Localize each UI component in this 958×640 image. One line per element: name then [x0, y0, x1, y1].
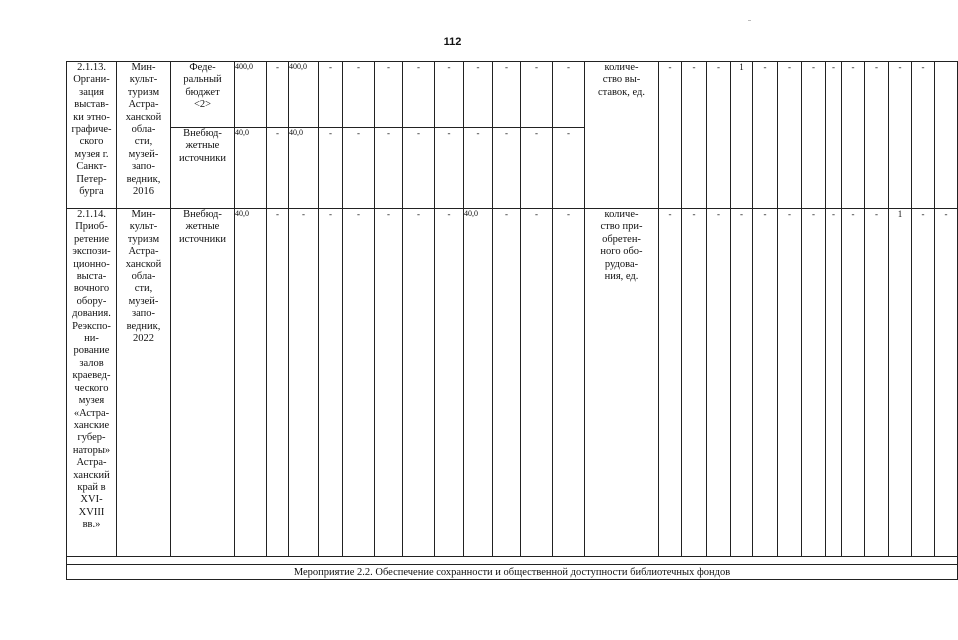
value-cell: -	[521, 209, 553, 557]
target-cell: -	[935, 209, 958, 557]
value-cell: -	[319, 209, 343, 557]
cell-text-line: ство при-	[600, 221, 643, 233]
row-2-1-13-source-federal	[171, 62, 235, 128]
value-cell: 40,0	[464, 209, 493, 557]
cell-text-line: выста-	[76, 271, 107, 283]
cell-text-line: музей-	[128, 295, 159, 307]
target-cell: -	[865, 209, 889, 557]
target-cell: -	[802, 62, 826, 209]
cell-text-line: 2.1.14.	[77, 209, 106, 220]
value-cell: -	[493, 128, 521, 209]
cell-text-line: краевед-	[72, 370, 111, 382]
target-cell: -	[778, 209, 802, 557]
value-cell: -	[319, 128, 343, 209]
row-2-1-14-title	[67, 209, 117, 557]
value-cell: -	[375, 209, 403, 557]
value-cell: -	[343, 209, 375, 557]
value-cell: -	[319, 62, 343, 128]
target-cell: -	[659, 62, 682, 209]
row-2-1-13-title	[67, 62, 117, 209]
target-cell: 1	[889, 209, 912, 557]
cell-text-line: Приоб-	[75, 221, 108, 233]
cell-text-line: Астра-	[128, 99, 159, 111]
cell-text-line: ния, ед.	[604, 271, 639, 283]
cell-text-line: XVIII	[78, 506, 105, 518]
cell-text-line: музей-	[128, 148, 159, 160]
target-cell: -	[682, 62, 707, 209]
cell-text-line: ханской	[125, 258, 162, 270]
cell-text-line: рование	[73, 345, 110, 357]
value-cell: -	[435, 128, 464, 209]
cell-text-line: обла-	[131, 124, 156, 136]
cell-text-line: ческого	[74, 382, 109, 394]
cell-text-line: <2>	[193, 99, 212, 111]
cell-text-line: XVI-	[80, 494, 103, 506]
cell-text-line: количе-	[604, 209, 639, 220]
target-cell: -	[889, 62, 912, 209]
target-cell: -	[865, 62, 889, 209]
cell-text-line: культ-	[129, 74, 158, 86]
cell-text-line: жетные	[185, 221, 220, 233]
target-cell: -	[753, 209, 778, 557]
cell-text-line: ни-	[84, 333, 99, 345]
value-cell: -	[553, 209, 585, 557]
target-cell: -	[707, 62, 731, 209]
row-2-1-14-executor	[117, 209, 171, 557]
value-cell: -	[521, 128, 553, 209]
cell-text-line: источники	[179, 152, 226, 164]
cell-text-line: ретение	[73, 233, 110, 245]
row-2-1-14-source-extrabudget	[171, 209, 235, 557]
cell-text-line: Феде-	[189, 62, 216, 73]
target-cell: -	[707, 209, 731, 557]
cell-text-line: Внебюд-	[183, 128, 222, 139]
target-cell	[935, 62, 958, 209]
cell-text-line: залов	[79, 357, 104, 369]
cell-text-line: ведник,	[126, 320, 161, 332]
row-2-1-13-indicator	[585, 62, 659, 209]
cell-text-line: выстав-	[74, 99, 109, 111]
cell-text-line: бюджет	[185, 86, 220, 98]
value-cell: -	[343, 62, 375, 128]
cell-text-line: туризм	[127, 233, 160, 245]
value-cell: -	[267, 62, 289, 128]
cell-text-line: музея	[78, 395, 105, 407]
cell-text-line: Реэкспо-	[72, 320, 111, 332]
value-cell: -	[435, 209, 464, 557]
cell-text-line: туризм	[127, 86, 160, 98]
value-cell: -	[553, 128, 585, 209]
target-cell: -	[912, 62, 935, 209]
cell-text-line: ство вы-	[602, 74, 641, 86]
value-cell: -	[375, 62, 403, 128]
target-cell: -	[842, 62, 865, 209]
cell-text-line: Мин-	[131, 209, 156, 220]
value-cell: -	[403, 209, 435, 557]
value-cell: -	[553, 62, 585, 128]
cell-text-line: ного обо-	[600, 246, 643, 258]
cell-text-line: «Астра-	[73, 407, 110, 419]
target-cell: 1	[731, 62, 753, 209]
cell-text-line: ханские	[73, 419, 110, 431]
row-2-1-14-indicator	[585, 209, 659, 557]
cell-text-line: ведник,	[126, 173, 161, 185]
target-cell: -	[826, 62, 842, 209]
cell-text-line: дования.	[72, 308, 111, 320]
cell-text-line: обла-	[131, 271, 156, 283]
cell-text-line: сти,	[134, 283, 153, 295]
value-cell: 400,0	[235, 62, 267, 128]
target-cell: -	[826, 209, 842, 557]
cell-text-line: вв.»	[82, 519, 101, 531]
cell-text-line: музея г.	[74, 148, 109, 160]
cell-text-line: бурга	[79, 186, 104, 198]
cell-text-line: жетные	[185, 140, 220, 152]
cell-text-line: Органи-	[73, 74, 110, 86]
value-cell: -	[289, 209, 319, 557]
value-cell: -	[493, 209, 521, 557]
value-cell: 400,0	[289, 62, 319, 128]
target-cell: -	[802, 209, 826, 557]
cell-text-line: ханской	[125, 111, 162, 123]
cell-text-line: зация	[79, 86, 104, 98]
cell-text-line: ставок, ед.	[597, 86, 645, 98]
target-cell: -	[731, 209, 753, 557]
target-cell: -	[912, 209, 935, 557]
target-cell: -	[778, 62, 802, 209]
cell-text-line: наторы»	[72, 444, 111, 456]
target-cell: -	[753, 62, 778, 209]
program-table	[66, 61, 958, 580]
cell-text-line: обретен-	[602, 233, 641, 245]
value-cell: -	[403, 62, 435, 128]
value-cell: -	[493, 62, 521, 128]
target-cell: -	[659, 209, 682, 557]
value-cell: -	[464, 128, 493, 209]
value-cell: -	[403, 128, 435, 209]
cell-text-line: ханский	[73, 469, 110, 481]
cell-text-line: 2.1.13.	[77, 62, 106, 73]
value-cell: -	[267, 209, 289, 557]
row-2-1-13-source-extrabudget	[171, 128, 235, 209]
cell-text-line: ральный	[183, 74, 222, 86]
cell-text-line: экспози-	[72, 246, 111, 258]
page-number: 112	[443, 36, 462, 48]
cell-text-line: графиче-	[71, 124, 112, 136]
value-cell: -	[435, 62, 464, 128]
value-cell: -	[375, 128, 403, 209]
scan-speck	[748, 20, 751, 21]
target-cell: -	[682, 209, 707, 557]
cell-text-line: край в	[77, 481, 106, 493]
cell-text-line: Астра-	[76, 457, 107, 469]
cell-text-line: ционно-	[73, 258, 110, 270]
cell-text-line: 2016	[133, 186, 154, 198]
blank-band	[67, 557, 958, 565]
target-cell: -	[842, 209, 865, 557]
cell-text-line: Астра-	[128, 246, 159, 258]
cell-text-line: количе-	[604, 62, 639, 73]
cell-text-line: Внебюд-	[183, 209, 222, 220]
cell-text-line: Петер-	[76, 173, 107, 185]
cell-text-line: Санкт-	[76, 161, 107, 173]
value-cell: -	[267, 128, 289, 209]
value-cell: 40,0	[235, 128, 267, 209]
cell-text-line: культ-	[129, 221, 158, 233]
value-cell: 40,0	[289, 128, 319, 209]
row-2-1-13-executor	[117, 62, 171, 209]
cell-text-line: ского	[79, 136, 104, 148]
value-cell: -	[343, 128, 375, 209]
cell-text-line: сти,	[134, 136, 153, 148]
cell-text-line: обору-	[76, 295, 107, 307]
value-cell: 40,0	[235, 209, 267, 557]
cell-text-line: ки этно-	[73, 111, 110, 123]
value-cell: -	[464, 62, 493, 128]
cell-text-line: источники	[179, 233, 226, 245]
cell-text-line: запо-	[131, 161, 156, 173]
cell-text-line: вочного	[73, 283, 110, 295]
measure-2-2-heading: Мероприятие 2.2. Обеспечение сохранности и общественной доступности библиотечных фондов	[67, 565, 958, 580]
cell-text-line: рудова-	[604, 258, 639, 270]
cell-text-line: Мин-	[131, 62, 156, 73]
value-cell: -	[521, 62, 553, 128]
cell-text-line: запо-	[131, 308, 156, 320]
cell-text-line: губер-	[77, 432, 106, 444]
cell-text-line: 2022	[133, 333, 154, 345]
